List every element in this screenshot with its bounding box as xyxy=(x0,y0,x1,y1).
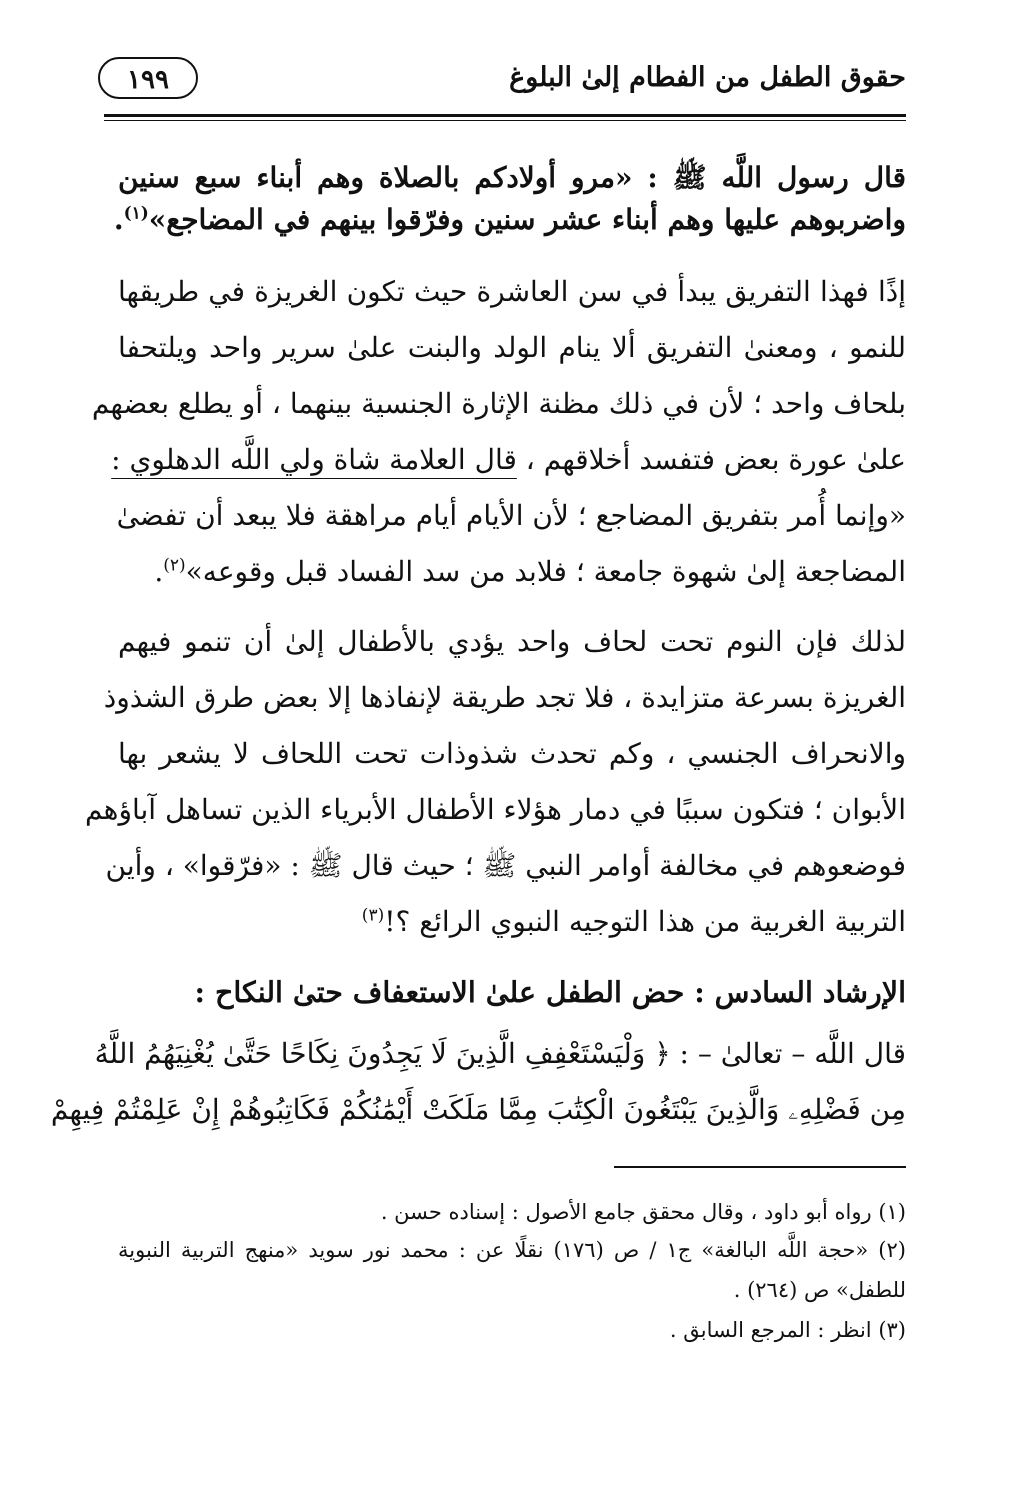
section-heading: الإرشاد السادس : حض الطفل علىٰ الاستعفاف حتىٰ النكاح : xyxy=(194,975,906,1009)
paragraph-2-line-4 xyxy=(111,440,906,480)
paragraph-3-line-5: فوضعوهم في مخالفة أوامر النبي ﷺ ؛ حيث قال ﷺ : «فرّقوا» ، وأين xyxy=(105,849,906,882)
paragraph-2-line-6 xyxy=(118,552,906,592)
paragraph-2-line-2: للنمو ، ومعنىٰ التفريق ألا ينام الولد والبنت علىٰ سرير واحد ويلتحفا xyxy=(118,331,906,364)
quran-line-2: مِن فَضْلِهِۦ وَالَّذِينَ يَبْتَغُونَ الْكِتَٰبَ مِمَّا مَلَكَتْ أَيْمَٰنُكُمْ فَكَاتِبُوهُمْ إِنْ عَلِمْتُمْ فِيهِمْ xyxy=(50,1093,906,1126)
header-rule-thin xyxy=(104,120,906,121)
punctuation: . xyxy=(154,555,164,588)
paragraph-2-line-1: إذًا فهذا التفريق يبدأ في سن العاشرة حيث تكون الغريزة في طريقها xyxy=(118,275,906,308)
footnote-2-line-1: (٢) «حجة اللَّه البالغة» ج١ / ص (١٧٦) نقلًا عن : محمد نور سويد «منهج التربية النبوية xyxy=(118,1238,906,1262)
paragraph-3-line-3: والانحراف الجنسي ، وكم تحدث شذوذات تحت اللحاف لا يشعر بها xyxy=(118,737,906,770)
hadith-text: قال رسول اللَّه ﷺ : «مرو أولادكم بالصلاة وهم أبناء سبع سنين xyxy=(118,161,907,194)
footnote-3: (٣) انظر : المرجع السابق . xyxy=(669,1318,906,1342)
paragraph-2-line-3: بلحاف واحد ؛ لأن في ذلك مظنة الإثارة الجنسية بينهما ، أو يطلع بعضهم xyxy=(91,387,906,420)
footnote-1: (١) رواه أبو داود ، وقال محقق جامع الأصول : إسناده حسن . xyxy=(380,1200,906,1224)
footnote-ref-2[interactable]: (٢) xyxy=(163,555,186,576)
quote-text: المضاجعة إلىٰ شهوة جامعة ؛ فلابد من سد الفساد قبل وقوعه» xyxy=(185,555,906,588)
paragraph-3-line-6 xyxy=(118,902,906,942)
quran-line-1: قال اللَّه – تعالىٰ – : ﴿ وَلْيَسْتَعْفِفِ الَّذِينَ لَا يَجِدُونَ نِكَاحًا حَتَّىٰ يُغْنِيَهُمُ اللَّهُ xyxy=(94,1037,906,1070)
underlined-attribution: قال العلامة شاة ولي اللَّه الدهلوي : xyxy=(111,443,517,476)
punctuation: . xyxy=(113,203,124,236)
footnote-ref-3[interactable]: (٣) xyxy=(361,905,385,926)
hadith-line-2 xyxy=(113,200,906,240)
text-span: علىٰ عورة بعض فتفسد أخلاقهم ، xyxy=(525,443,906,476)
paragraph-3-line-1: لذلك فإن النوم تحت لحاف واحد يؤدي بالأطفال إلىٰ أن تنمو فيهم xyxy=(118,625,906,658)
header-rule-thick xyxy=(104,114,906,117)
footnote-separator xyxy=(614,1166,906,1168)
hadith-line-1 xyxy=(118,158,906,198)
page-number-badge: ١٩٩ xyxy=(98,57,198,99)
paragraph-3-line-4: الأبوان ؛ فتكون سببًا في دمار هؤلاء الأطفال الأبرياء الذين تساهل آباؤهم xyxy=(85,793,906,826)
footnote-ref-1[interactable]: (١) xyxy=(123,203,149,224)
running-title: حقوق الطفل من الفطام إلىٰ البلوغ xyxy=(509,62,906,93)
hadith-text: واضربوهم عليها وهم أبناء عشر سنين وفرّقوا بينهم في المضاجع» xyxy=(148,203,906,236)
paragraph-2-line-5: «وإنما أُمر بتفريق المضاجع ؛ لأن الأيام أيام مراهقة فلا يبعد أن تفضىٰ xyxy=(116,499,906,532)
paragraph-3-line-2: الغريزة بسرعة متزايدة ، فلا تجد طريقة لإنفاذها إلا بعض طرق الشذوذ xyxy=(103,681,906,714)
text-span: التربية الغربية من هذا التوجيه النبوي الرائع ؟! xyxy=(384,905,906,938)
footnote-2-line-2: للطفل» ص (٢٦٤) . xyxy=(733,1278,906,1302)
